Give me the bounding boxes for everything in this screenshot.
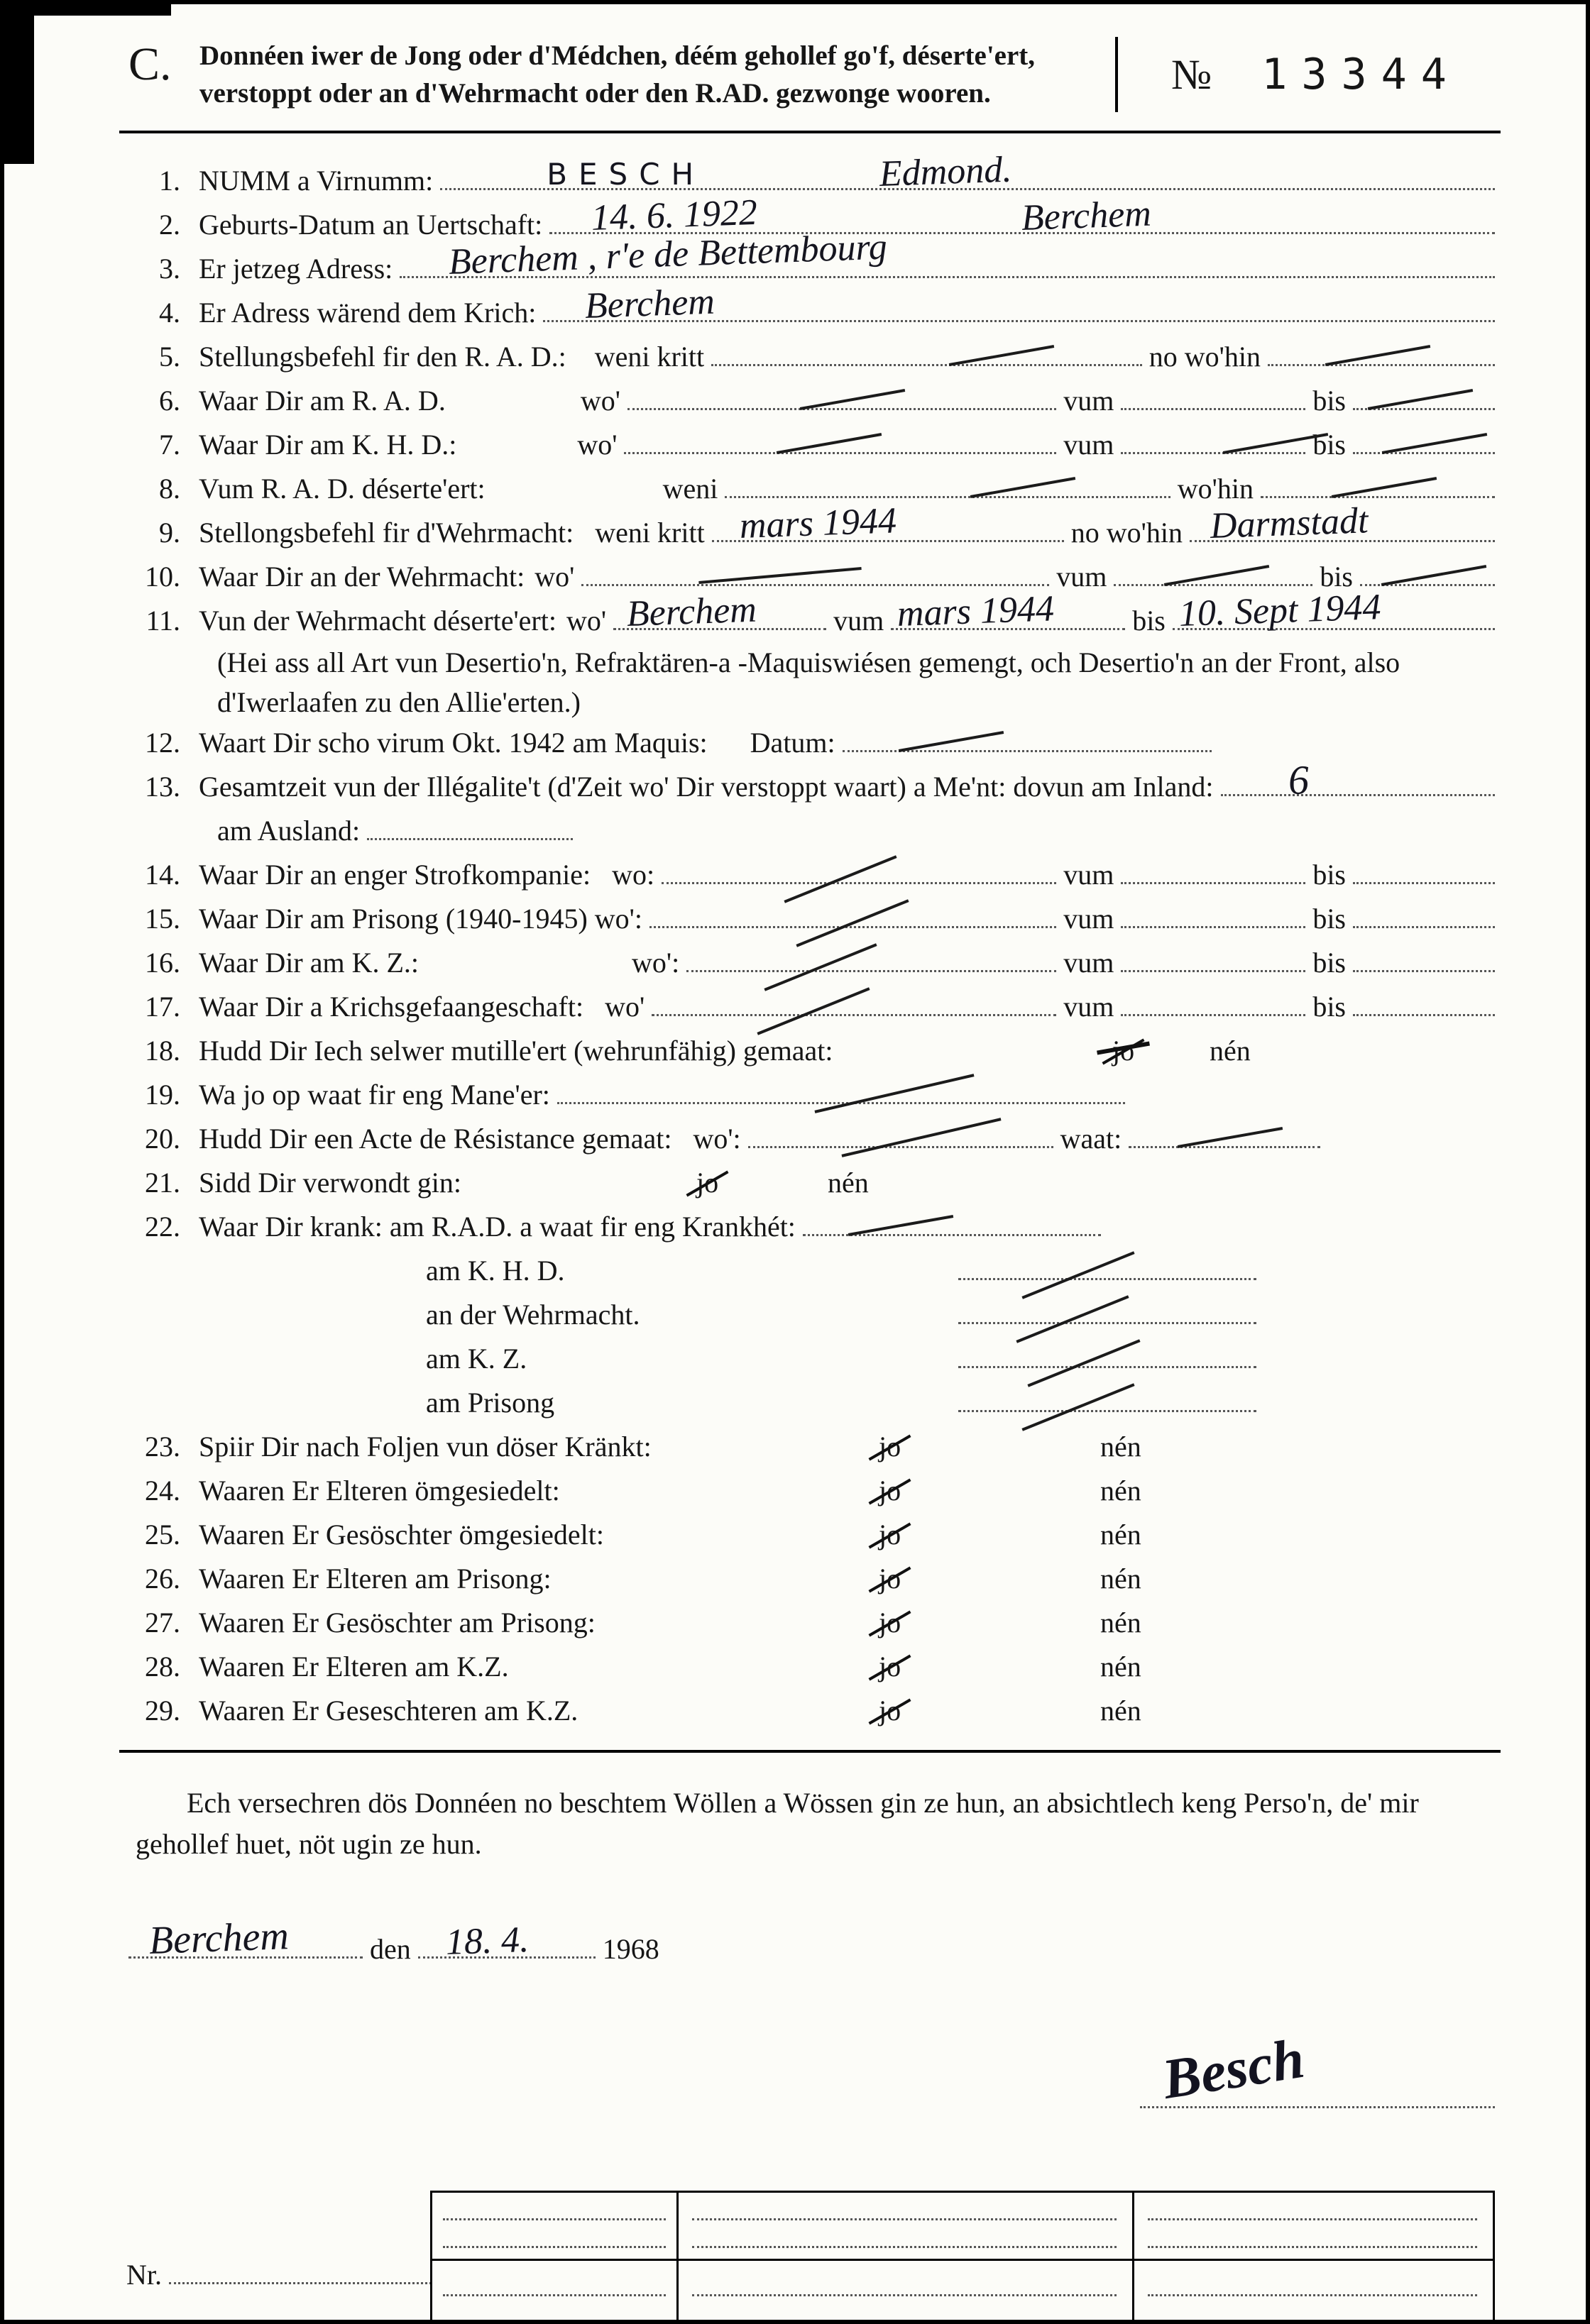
handwritten-entry: 10. Sept 1944: [1178, 587, 1382, 635]
item-16: [131, 942, 1502, 986]
field-label: vum: [1063, 947, 1114, 979]
dotted-field: [748, 1123, 1053, 1148]
dotted-field: [1173, 587, 1495, 635]
item-label: Gesamtzeit vun der Illégalite't (d'Zeit wo' Dir verstoppt waart) a Me'nt: dovun am Inland:: [199, 771, 1214, 803]
item-label: Waaren Er Elteren ömgesiedelt:: [199, 1475, 560, 1507]
crossout-mark: [1021, 1383, 1134, 1431]
dotted-field: [613, 589, 826, 635]
item-number: 7.: [159, 429, 180, 461]
answer-nen: nén: [1100, 1475, 1141, 1507]
dotted-field: [843, 727, 1212, 752]
form-header: [128, 37, 1501, 112]
footer-table-area: [4, 2191, 1586, 2320]
item-label: Waar Dir an der Wehrmacht:: [199, 561, 525, 593]
answer-nen: nén: [1100, 1519, 1141, 1551]
item-number: 25.: [145, 1519, 180, 1551]
item-label: Hudd Dir Iech selwer mutille'ert (wehrunfähig) gemaat:: [199, 1035, 833, 1067]
item-label: Vum R. A. D. déserte'ert:: [199, 473, 486, 505]
item-number: 3.: [159, 253, 180, 285]
field-label: weni kritt: [595, 517, 705, 549]
item-25: [131, 1514, 1502, 1558]
field-label: bis: [1320, 561, 1353, 593]
answer-jo: jo: [879, 1602, 901, 1643]
dotted-field: [652, 991, 1056, 1016]
item-19: [131, 1074, 1502, 1118]
item-29: [131, 1690, 1502, 1734]
crossout-mark: [799, 389, 904, 410]
field-label: vum: [1063, 991, 1114, 1023]
handwritten-place: Berchem: [148, 1914, 290, 1964]
field-label: wo': [605, 991, 645, 1023]
field-label: wo': [566, 605, 607, 637]
dotted-field: [686, 947, 1056, 972]
item-number: 24.: [145, 1475, 180, 1507]
sub-label: am K. H. D.: [426, 1255, 565, 1287]
dotted-field: [581, 561, 1049, 586]
handwritten-firstname: Edmond.: [879, 149, 1013, 195]
dotted-field: [662, 859, 1056, 884]
item-number: 16.: [145, 947, 180, 979]
crossout-mark: [784, 855, 897, 903]
item-number: 28.: [145, 1651, 180, 1683]
item-22-sub-1: [131, 1250, 1502, 1294]
handwritten-place: Berchem: [1021, 193, 1152, 239]
nr-line: [126, 2258, 439, 2291]
item-label: Spiir Dir nach Foljen vun döser Kränkt:: [199, 1431, 652, 1463]
dotted-field: [1261, 473, 1495, 498]
dotted-field: [627, 385, 1056, 410]
crossout-mark: [776, 433, 881, 454]
footer-grid: [430, 2191, 1495, 2320]
item-label: NUMM a Virnumm:: [199, 165, 434, 197]
item-11: [131, 587, 1502, 644]
handwritten-entry: mars 1944: [738, 500, 897, 547]
item-number: 15.: [145, 903, 180, 935]
crossout-mark: [1325, 345, 1430, 366]
field-label: am Ausland:: [217, 815, 361, 847]
sub-label: am Prisong: [426, 1387, 555, 1419]
section-divider-rule: [119, 1750, 1501, 1753]
dotted-field: [1360, 561, 1495, 586]
dotted-field: [1121, 947, 1305, 972]
dotted-field: [1353, 429, 1495, 454]
item-label: Waaren Er Elteren am Prisong:: [199, 1563, 552, 1595]
dotted-field: [725, 473, 1170, 498]
field-label: wo': [577, 429, 618, 461]
dotted-field: [1121, 859, 1305, 884]
field-label: bis: [1312, 991, 1346, 1023]
crossout-mark: [764, 943, 877, 991]
grid-dotted-line: [692, 2246, 1117, 2248]
answer-nen: nén: [1210, 1035, 1251, 1067]
item-22: [131, 1206, 1502, 1250]
dotted-field: [649, 903, 1056, 928]
header-divider-rule: [119, 131, 1501, 133]
item-04: [131, 281, 1502, 336]
item-label: Er jetzeg Adress:: [199, 253, 393, 285]
grid-horizontal-line: [432, 2259, 1493, 2261]
field-label: vum: [1063, 859, 1114, 891]
item-number: 27.: [145, 1607, 180, 1639]
item-label: Waar Dir am K. Z.:: [199, 947, 419, 979]
handwritten-date: 14. 6. 1922: [591, 192, 759, 239]
item-03: [131, 226, 1502, 292]
crossout-mark: [949, 345, 1054, 366]
handwritten-entry: Darmstadt: [1209, 500, 1369, 547]
item-11-note: (Hei ass all Art vun Desertio'n, Refraktären-a -Maquiswiésen gemengt, och Desertio'n an der Front, also d'Iwerlaafen zu den Allie'erten.): [217, 646, 1400, 718]
dotted-field: [958, 1343, 1256, 1368]
handwritten-signature: Besch: [1158, 2027, 1309, 2112]
answer-nen: nén: [828, 1167, 869, 1199]
item-label: Vun der Wehrmacht déserte'ert:: [199, 605, 556, 637]
answer-nen: nén: [1100, 1431, 1141, 1463]
field-label: bis: [1312, 429, 1346, 461]
dotted-field: [1353, 947, 1495, 972]
answer-jo: jo: [879, 1514, 901, 1555]
field-label: vum: [1063, 903, 1114, 935]
item-label: Waaren Er Geseschteren am K.Z.: [199, 1695, 579, 1727]
field-label: bis: [1312, 859, 1346, 891]
place-date-line: [121, 1914, 1501, 1966]
item-18: [131, 1030, 1502, 1074]
item-13: [131, 756, 1502, 810]
grid-dotted-line: [443, 2218, 666, 2220]
item-label: Waaren Er Gesöschter ömgesiedelt:: [199, 1519, 604, 1551]
item-06: [131, 380, 1502, 424]
dotted-field: [891, 588, 1125, 635]
item-number: 21.: [145, 1167, 180, 1199]
grid-dotted-line: [1148, 2294, 1476, 2296]
field-label: wo:: [612, 859, 655, 891]
crossout-mark: [814, 1074, 974, 1113]
crossout-mark: [970, 477, 1075, 498]
grid-dotted-line: [1148, 2246, 1476, 2248]
answer-jo: jo: [1112, 1030, 1134, 1072]
item-number: 1.: [159, 165, 180, 197]
crossout-mark: [1021, 1251, 1134, 1299]
field-label: weni kritt: [594, 341, 705, 373]
field-label: wo': [580, 385, 620, 417]
item-21: [131, 1162, 1502, 1206]
crossout-mark: [1332, 477, 1437, 498]
dotted-field: [1221, 756, 1495, 803]
item-number: 6.: [159, 385, 180, 417]
item-20: [131, 1118, 1502, 1162]
grid-dotted-line: [692, 2294, 1117, 2296]
handwritten-entry: 6: [1287, 756, 1310, 803]
item-26: [131, 1558, 1502, 1602]
field-label: weni: [662, 473, 718, 505]
field-label: vum: [833, 605, 884, 637]
dotted-field: [543, 281, 1495, 327]
section-letter: C.: [128, 38, 172, 90]
signature-block: [1140, 2023, 1495, 2112]
dotted-field: [712, 500, 1064, 547]
field-label: wo':: [693, 1123, 741, 1155]
item-number: 12.: [145, 727, 180, 759]
dotted-field: [958, 1387, 1256, 1412]
handwritten-surname: BESCH: [547, 157, 706, 192]
crossout-mark: [1381, 565, 1486, 586]
item-09: [131, 500, 1502, 556]
crossout-mark: [698, 567, 861, 584]
dotted-field: [1353, 859, 1495, 884]
dotted-field: [440, 149, 1495, 195]
item-27: [131, 1602, 1502, 1646]
field-label: wo':: [632, 947, 680, 979]
item-label: Waar Dir am R. A. D.: [199, 385, 446, 417]
item-label: Waar Dir krank: am R.A.D. a waat fir eng Krankhét:: [199, 1211, 796, 1243]
item-15: [131, 898, 1502, 942]
field-label: waat:: [1060, 1123, 1122, 1155]
answer-jo: jo: [879, 1426, 901, 1467]
dotted-field: [1140, 2106, 1495, 2108]
item-label: Waart Dir scho virum Okt. 1942 am Maquis:: [199, 727, 708, 759]
answer-jo: jo: [879, 1690, 901, 1731]
answer-jo: jo: [879, 1470, 901, 1511]
item-number: 14.: [145, 859, 180, 891]
item-label: Stellongsbefehl fir d'Wehrmacht:: [199, 517, 574, 549]
field-label: bis: [1312, 385, 1346, 417]
crossout-mark: [848, 1215, 953, 1236]
handwritten-entry: mars 1944: [897, 588, 1056, 635]
dotted-field: [624, 429, 1056, 454]
item-number: 13.: [145, 771, 180, 803]
declaration-text: Ech versechren dös Donnéen no beschtem Wöllen a Wössen gin ze hun, an absichtlech keng Perso'n, de' mir gehollef huet, nöt ugin ze hun.: [136, 1787, 1419, 1860]
field-label: vum: [1063, 429, 1114, 461]
item-number: 9.: [159, 517, 180, 549]
dotted-field: [711, 341, 1142, 366]
item-label: Hudd Dir een Acte de Résistance gemaat:: [199, 1123, 672, 1155]
dotted-field: [1353, 991, 1495, 1016]
item-22-sub-2: [131, 1294, 1502, 1338]
item-number: 18.: [145, 1035, 180, 1067]
dotted-field: [169, 2259, 432, 2284]
grid-dotted-line: [692, 2218, 1117, 2220]
answer-jo: jo: [879, 1558, 901, 1599]
crossout-mark: [841, 1118, 1001, 1157]
dotted-field: [1121, 903, 1305, 928]
item-number: 2.: [159, 209, 180, 241]
item-number: 17.: [145, 991, 180, 1023]
sub-label: an der Wehrmacht.: [426, 1299, 640, 1331]
dotted-field: [1114, 561, 1312, 586]
grid-dotted-line: [443, 2246, 666, 2248]
dotted-field: [1129, 1123, 1320, 1148]
field-label: wo': [534, 561, 575, 593]
grid-vertical-line: [676, 2193, 679, 2320]
dotted-field: [557, 1079, 1125, 1104]
crossout-mark: [1016, 1295, 1129, 1343]
item-label: Wa jo op waat fir eng Mane'er:: [199, 1079, 550, 1111]
item-number: 20.: [145, 1123, 180, 1155]
item-label: Waar Dir am Prisong (1940-1945) wo':: [199, 903, 642, 935]
dotted-field: [1121, 991, 1305, 1016]
crossout-mark: [1164, 565, 1269, 586]
dotted-field: [958, 1255, 1256, 1280]
dotted-field: [367, 815, 573, 840]
item-label: Waar Dir a Krichsgefaangeschaft:: [199, 991, 584, 1023]
dotted-field: [549, 192, 1495, 239]
answer-nen: nén: [1100, 1695, 1141, 1727]
item-label: Sidd Dir verwondt gin:: [199, 1167, 461, 1199]
item-22-sub-4: [131, 1382, 1502, 1426]
item-number: 4.: [159, 297, 180, 329]
item-01: [131, 149, 1502, 204]
nr-label: Nr.: [126, 2259, 162, 2291]
field-label: no wo'hin: [1070, 517, 1183, 549]
answer-jo: jo: [696, 1162, 718, 1204]
crossout-mark: [757, 987, 870, 1035]
crossout-mark: [898, 731, 1003, 752]
field-label: wo'hin: [1177, 473, 1254, 505]
dotted-field: [1353, 903, 1495, 928]
item-24: [131, 1470, 1502, 1514]
item-label: Waaren Er Elteren am K.Z.: [199, 1651, 509, 1683]
item-22-sub-3: [131, 1338, 1502, 1382]
field-label: no wo'hin: [1148, 341, 1261, 373]
field-label: bis: [1312, 903, 1346, 935]
item-number: 29.: [145, 1695, 180, 1727]
crossout-mark: [1382, 433, 1487, 454]
form-number-box: [1115, 37, 1501, 112]
item-14: [131, 854, 1502, 898]
grid-dotted-line: [443, 2294, 666, 2296]
dotted-field: [958, 1299, 1256, 1324]
dotted-field: [1353, 385, 1495, 410]
item-label: Waar Dir an enger Strofkompanie:: [199, 859, 591, 891]
form-description: Donnéen iwer de Jong oder d'Médchen, déém gehollef go'f, déserte'ert, verstoppt oder an d'Wehrmacht oder den R.AD. gezwonge wooren.: [199, 40, 1036, 109]
item-number: 5.: [159, 341, 180, 373]
item-label: Waar Dir am K. H. D.:: [199, 429, 457, 461]
answer-jo: jo: [879, 1646, 901, 1687]
answer-nen: nén: [1100, 1563, 1141, 1595]
crossout-mark: [1028, 1339, 1141, 1387]
handwritten-entry: Berchem: [626, 589, 757, 635]
crossout-mark: [1368, 389, 1473, 410]
scan-corner-mark: [4, 4, 171, 16]
dotted-field: [128, 1914, 363, 1964]
handwritten-date: 18. 4.: [444, 1919, 530, 1964]
grid-vertical-line: [1132, 2193, 1134, 2320]
item-label: Waaren Er Gesöschter am Prisong:: [199, 1607, 596, 1639]
item-label: Er Adress wärend dem Krich:: [199, 297, 537, 329]
item-28: [131, 1646, 1502, 1690]
dotted-field: [418, 1919, 596, 1964]
item-number: 10.: [145, 561, 180, 593]
item-number: 11.: [146, 605, 180, 637]
form-number: 13344: [1261, 50, 1461, 99]
field-label: Datum:: [750, 727, 835, 759]
item-number: 22.: [145, 1211, 180, 1243]
answer-nen: nén: [1100, 1651, 1141, 1683]
item-number: 23.: [145, 1431, 180, 1463]
dotted-field: [1121, 429, 1305, 454]
field-label: bis: [1312, 947, 1346, 979]
numero-sign: №: [1171, 50, 1212, 98]
den-label: den: [370, 1933, 411, 1965]
item-17: [131, 986, 1502, 1030]
item-number: 19.: [145, 1079, 180, 1111]
sub-label: am K. Z.: [426, 1343, 527, 1375]
item-07: [131, 424, 1502, 468]
scan-corner-mark: [4, 4, 34, 164]
field-label: vum: [1063, 385, 1114, 417]
dotted-field: [803, 1211, 1101, 1236]
dotted-field: [1268, 341, 1495, 366]
item-label: Geburts-Datum an Uertschaft:: [199, 209, 543, 241]
handwritten-address: Berchem , r'e de Bettembourg: [448, 226, 888, 283]
field-label: bis: [1132, 605, 1166, 637]
item-23: [131, 1426, 1502, 1470]
field-label: vum: [1056, 561, 1107, 593]
dotted-field: [400, 226, 1495, 283]
item-label: Stellungsbefehl fir den R. A. D.:: [199, 341, 566, 373]
item-05: [131, 336, 1502, 380]
item-13-line2: [131, 810, 1502, 854]
dotted-field: [1190, 500, 1495, 547]
crossout-mark: [796, 899, 909, 947]
grid-dotted-line: [1148, 2218, 1476, 2220]
dotted-field: [1121, 385, 1305, 410]
crossout-mark: [1178, 1127, 1283, 1148]
handwritten-address: Berchem: [584, 281, 716, 327]
year-label: 1968: [602, 1933, 659, 1965]
answer-nen: nén: [1100, 1607, 1141, 1639]
item-number: 8.: [159, 473, 180, 505]
form-items: [131, 149, 1502, 1734]
item-number: 26.: [145, 1563, 180, 1595]
